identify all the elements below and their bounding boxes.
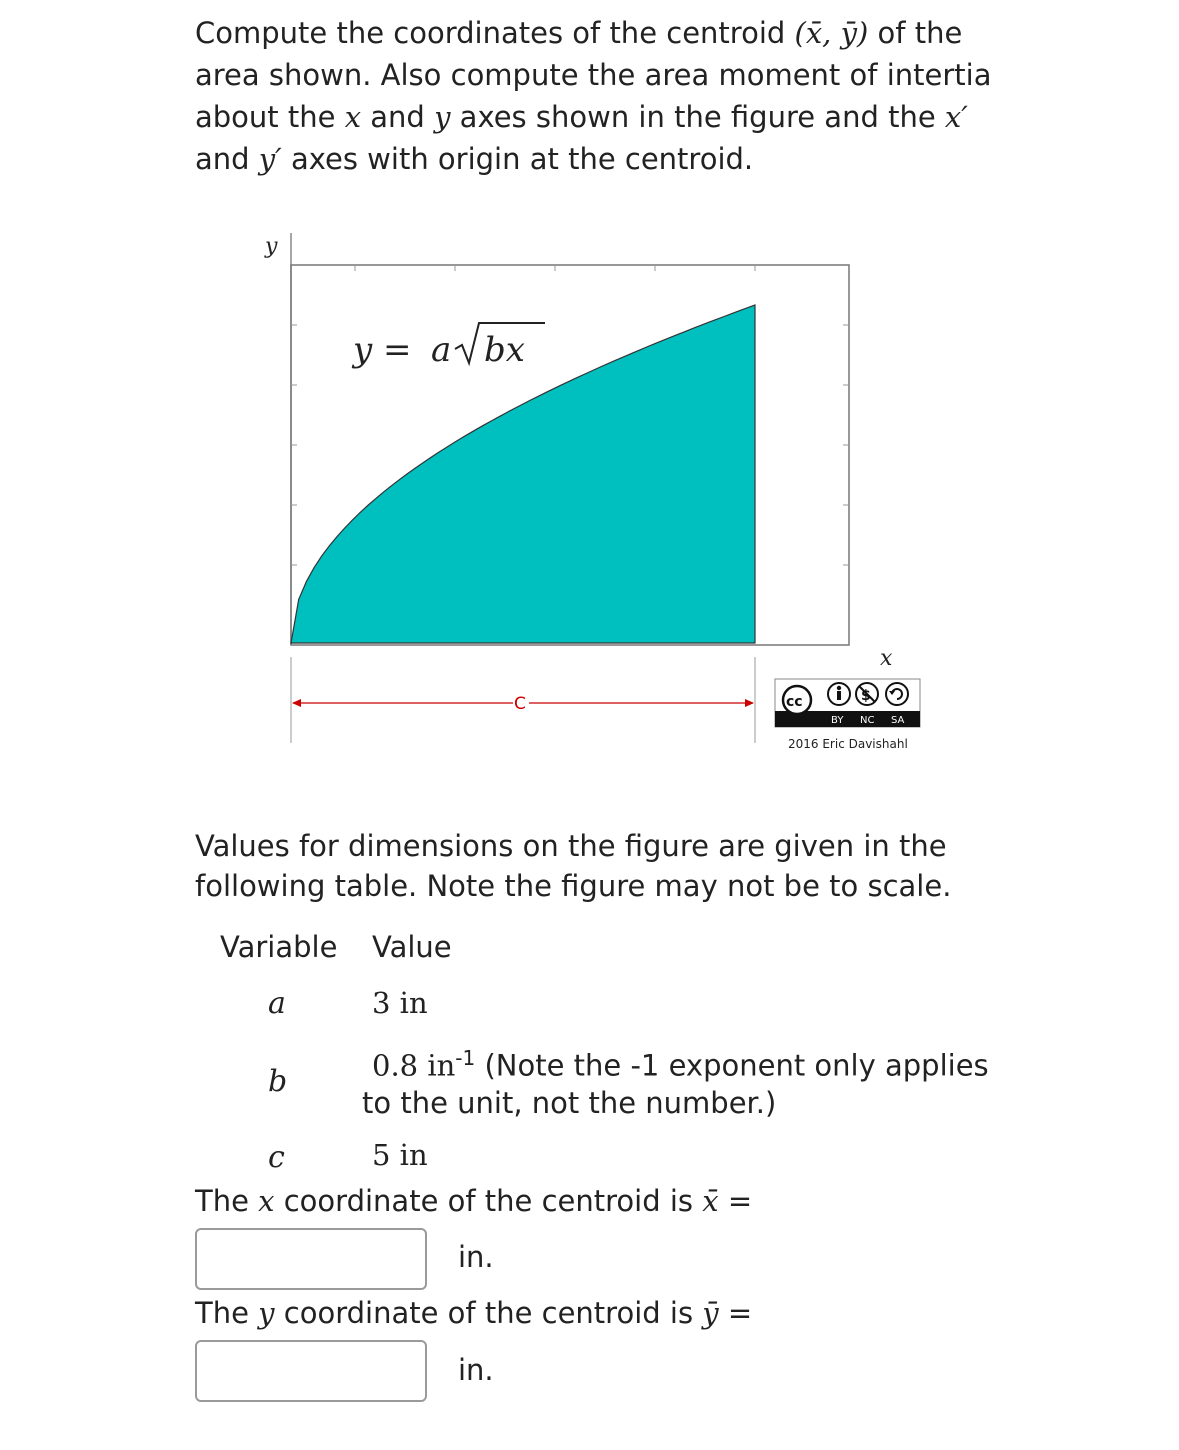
table-row-a-value: 3 in bbox=[372, 986, 428, 1020]
x-centroid-input[interactable] bbox=[195, 1228, 427, 1290]
copyright-text: 2016 Eric Davishahl bbox=[788, 737, 908, 751]
problem-line-4: and y′ axes with origin at the centroid. bbox=[195, 142, 754, 176]
problem-line-2: area shown. Also compute the area moment of intertia bbox=[195, 58, 992, 92]
sa-icon bbox=[886, 683, 908, 705]
y-axis-label: y bbox=[265, 234, 278, 259]
table-row-c-value: 5 in bbox=[372, 1138, 428, 1172]
problem-line-3: about the x and y axes shown in the figure and the x′ bbox=[195, 100, 968, 134]
question-x-centroid: The x coordinate of the centroid is x̄ = bbox=[195, 1184, 753, 1218]
dimension-c bbox=[291, 657, 755, 743]
problem-figure bbox=[255, 225, 935, 765]
y-centroid-input[interactable] bbox=[195, 1340, 427, 1402]
cc-license-badge bbox=[775, 679, 920, 727]
dimension-label: C bbox=[514, 694, 526, 714]
centroid-notation: (x̄, ȳ) bbox=[794, 16, 869, 50]
svg-text:BY: BY bbox=[831, 715, 844, 726]
svg-text:$: $ bbox=[861, 688, 871, 704]
svg-text:SA: SA bbox=[891, 715, 905, 726]
table-note: Values for dimensions on the figure are given in the following table. Note the figure may not be to scale. bbox=[195, 829, 952, 903]
problem-statement bbox=[195, 12, 1015, 180]
svg-text:a: a bbox=[431, 330, 452, 370]
table-row-b-variable: b bbox=[268, 1064, 288, 1099]
header-variable: Variable bbox=[220, 930, 338, 964]
x-centroid-unit: in. bbox=[458, 1240, 494, 1274]
header-value: Value bbox=[372, 930, 452, 964]
x-axis-label: x bbox=[880, 646, 893, 671]
problem-line-1: Compute the coordinates of the centroid (x̄, ȳ) of the bbox=[195, 16, 963, 50]
curve-equation bbox=[351, 323, 545, 370]
table-row-c-variable: c bbox=[268, 1140, 285, 1175]
table-row-a-variable: a bbox=[268, 986, 286, 1021]
svg-text:bx: bx bbox=[484, 330, 525, 370]
svg-text:y: y bbox=[353, 330, 373, 370]
table-row-b-value: 0.8 $in^{-1}$ (Note the -1 exponent only applies bbox=[372, 1046, 989, 1083]
svg-text:=: = bbox=[383, 330, 412, 370]
y-centroid-unit: in. bbox=[458, 1353, 494, 1387]
table-row-b-note-cont: to the unit, not the number.) bbox=[362, 1086, 777, 1120]
svg-text:cc: cc bbox=[786, 694, 803, 710]
svg-text:NC: NC bbox=[860, 715, 875, 726]
question-y-centroid: The y coordinate of the centroid is ȳ = bbox=[195, 1296, 753, 1330]
